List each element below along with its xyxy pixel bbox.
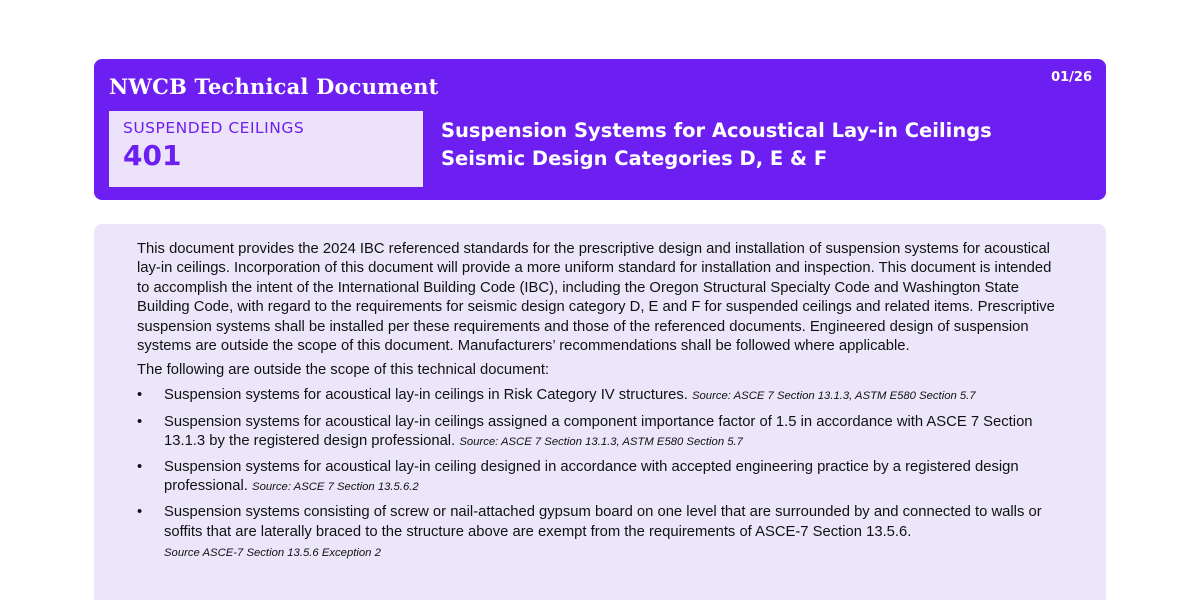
list-item-source: Source: ASCE 7 Section 13.1.3, ASTM E580 Section 5.7 bbox=[459, 435, 743, 448]
document-header bbox=[94, 59, 1106, 200]
list-item-source: Source ASCE-7 Section 13.5.6 Exception 2 bbox=[164, 546, 381, 559]
bullet-icon: • bbox=[137, 387, 143, 404]
brand-title: NWCB Technical Document bbox=[109, 74, 439, 99]
list-item bbox=[137, 413, 1066, 452]
list-item bbox=[137, 458, 1066, 497]
document-title-line-1: Suspension Systems for Acoustical Lay-in Ceilings bbox=[441, 119, 992, 142]
category-label: SUSPENDED CEILINGS bbox=[123, 119, 305, 137]
bullet-icon: • bbox=[137, 459, 143, 476]
bullet-icon: • bbox=[137, 413, 143, 430]
intro-paragraph: This document provides the 2024 IBC referenced standards for the prescriptive design and installation of suspension systems for acoustical lay-in ceilings. Incorporation of this document will provide a more uniform standard for installation and inspection. This document is intended to accomplish the intent of the International Building Code (IBC), including the Oregon Structural Specialty Code and Washington State Building Code, with regard to the requirements for seismic design category D, E and F for suspended ceilings and related items. Prescriptive suspension systems shall be installed per these requirements and those of the referenced documents. Engineered design of suspension systems are outside the scope of this document. Manufacturers’ recommendations shall be followed where applicable. bbox=[137, 241, 1055, 355]
list-item-text: Suspension systems for acoustical lay-in ceilings in Risk Category IV structures. bbox=[164, 387, 688, 404]
list-item-text: Suspension systems for acoustical lay-in ceiling designed in accordance with accepted engineering practice by a registered design professional. bbox=[164, 459, 1019, 495]
bullet-icon: • bbox=[137, 504, 143, 521]
document-title bbox=[441, 117, 992, 173]
category-box bbox=[109, 111, 423, 187]
list-item bbox=[137, 386, 1066, 406]
list-item-source: Source: ASCE 7 Section 13.1.3, ASTM E580 Section 5.7 bbox=[691, 390, 976, 403]
list-item-text: Suspension systems consisting of screw or nail-attached gypsum board on one level that are surrounded by and connected to walls or soffits that are laterally braced to the structure above are exempt from the requirements of ASCE-7 Section 13.5.6. bbox=[164, 504, 1042, 540]
document-title-line-2: Seismic Design Categories D, E & F bbox=[441, 147, 828, 170]
scope-lead-in: The following are outside the scope of this technical document: bbox=[137, 362, 550, 379]
list-item-source: Source: ASCE 7 Section 13.5.6.2 bbox=[252, 481, 419, 494]
list-item-text: Suspension systems for acoustical lay-in ceilings assigned a component importance factor of 1.5 in accordance with ASCE 7 Section 13.1.3 by the registered design professional. bbox=[164, 413, 1033, 449]
document-number: 401 bbox=[123, 139, 182, 172]
document-body bbox=[94, 224, 1106, 600]
document-date: 01/26 bbox=[1051, 70, 1092, 85]
list-item bbox=[137, 503, 1066, 563]
exclusion-list bbox=[137, 386, 1066, 563]
